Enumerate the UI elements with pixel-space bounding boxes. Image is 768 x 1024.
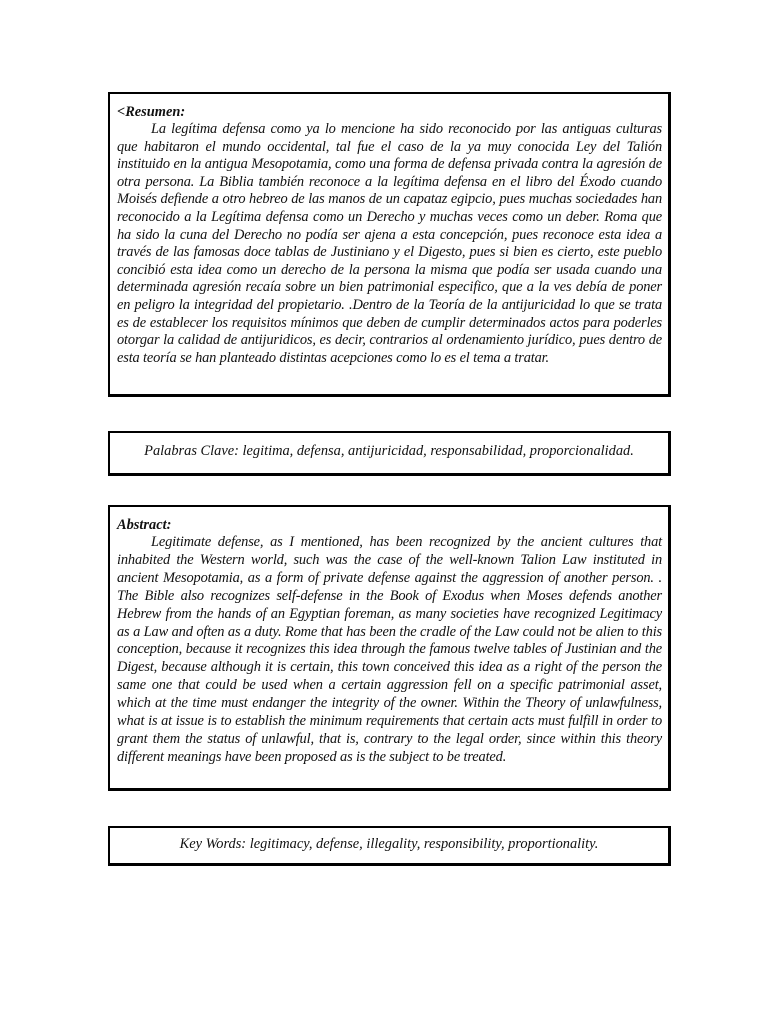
key-words-text: Key Words: legitimacy, defense, illegality, responsibility, proportionality. bbox=[179, 836, 599, 852]
abstract-body: Legitimate defense, as I mentioned, has been recognized by the ancient cultures that inhabited the Western world, such was the case of the well-known Talion Law instituted in ancient Mesopotamia, as a form of private defense against the aggression of another person. . The Bible also recognizes self-defense in the Book of Exodus when Moses defends another Hebrew from the hands of an Egyptian foreman, as many societies have recognized Legitimacy as a Law and often as a duty. Rome that has been the cradle of the Law could not be alien to this conception, because it recognizes this idea through the famous twelve tables of Justinian and the Digest, because although it is certain, this town conceived this idea as a right of the person the same one that could be used when a certain aggression fell on a specific patrimonial asset, which at the time must endanger the integrity of the owner. Within the Theory of unlawfulness, what is at issue is to establish the minimum requirements that certain acts must fulfill in order to grant them the status of unlawful, that is, contrary to the legal order, since within this theory different meanings have been proposed as is the subject to be treated. bbox=[117, 534, 662, 765]
abstract-heading: Abstract: bbox=[117, 517, 172, 533]
resumen-box bbox=[108, 92, 671, 397]
palabras-clave-text: Palabras Clave: legitima, defensa, antijuricidad, responsabilidad, proporcionalidad. bbox=[144, 443, 634, 459]
resumen-body: La legítima defensa como ya lo mencione ha sido reconocido por las antiguas culturas que habitaron el mundo occidental, tal fue el caso de la ya muy conocida Ley del Talión instituido en la antigua Mesopotamia, como una forma de defensa privada contra la agresión de otra persona. La Biblia también reconoce a la legítima defensa en el libro del Éxodo cuando Moisés defiende a otro hebreo de las manos de un capataz egipcio, pues muchas sociedades han reconocido a la Legítima defensa como un Derecho y muchas veces como un deber. Roma que ha sido la cuna del Derecho no podía ser ajena a esta concepción, pues reconoce esta idea a través de las famosas doce tablas de Justiniano y el Digesto, pues si bien es cierto, este pueblo concibió esta idea como un derecho de la persona la misma que podía ser usada cuando una determinada agresión recaía sobre un bien patrimonial especifico, que a la ves debía de poner en peligro la integridad del propietario. .Dentro de la Teoría de la antijuricidad lo que se trata es de establecer los requisitos mínimos que deben de cumplir determinados actos para poderles otorgar la calidad de antijuridicos, es decir, contrarios al ordenamiento jurídico, pues dentro de esta teoría se han planteado distintas acepciones como lo es el tema a tratar. bbox=[117, 121, 662, 366]
resumen-heading: <Resumen: bbox=[117, 104, 186, 120]
palabras-clave-box bbox=[108, 431, 671, 476]
abstract-box bbox=[108, 505, 671, 791]
key-words-box bbox=[108, 826, 671, 866]
